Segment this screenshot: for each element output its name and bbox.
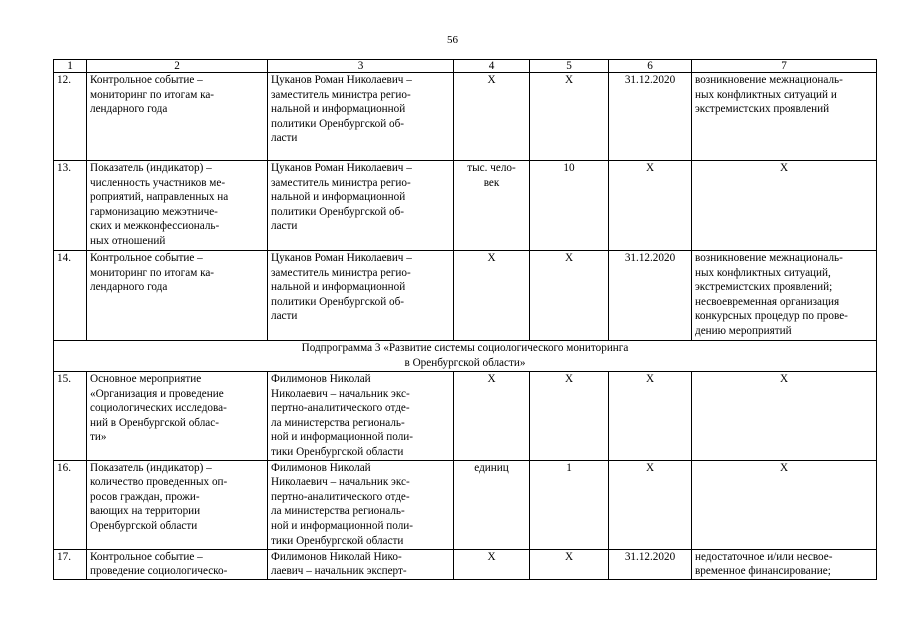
- date-cell: Х: [609, 460, 692, 549]
- row-number: 15.: [54, 372, 87, 461]
- column-number-row: [54, 60, 877, 73]
- responsible-person: Филимонов Николай Николаевич – начальник экс- пертно-аналитического отде- ла министерства региональ- ной и информационной поли- тики Оренбургской области: [268, 372, 454, 461]
- unit-cell: Х: [454, 549, 530, 579]
- value-cell: 1: [530, 460, 609, 549]
- unit-cell: тыс. чело- век: [454, 161, 530, 251]
- responsible-person: Цуканов Роман Николаевич – заместитель министра регио- нальной и информационной политики Оренбургской об- ласти: [268, 73, 454, 161]
- column-number: 2: [87, 60, 268, 73]
- row-number: 12.: [54, 73, 87, 161]
- page-number: 56: [447, 34, 458, 46]
- unit-cell: Х: [454, 251, 530, 341]
- column-number: 4: [454, 60, 530, 73]
- table-row: [54, 161, 877, 251]
- column-number: 3: [268, 60, 454, 73]
- unit-cell: Х: [454, 372, 530, 461]
- value-cell: Х: [530, 549, 609, 579]
- unit-cell: Х: [454, 73, 530, 161]
- event-name: Показатель (индикатор) – численность участников ме- роприятий, направленных на гармонизацию межэтниче- ских и межконфессиональ- ных отношений: [87, 161, 268, 251]
- risk-cell: Х: [692, 460, 877, 549]
- event-name: Контрольное событие – мониторинг по итогам ка- лендарного года: [87, 251, 268, 341]
- table-row: [54, 549, 877, 579]
- unit-cell: единиц: [454, 460, 530, 549]
- event-name: Показатель (индикатор) – количество проведенных оп- росов граждан, прожи- вающих на территории Оренбургской области: [87, 460, 268, 549]
- responsible-person: Цуканов Роман Николаевич – заместитель министра регио- нальной и информационной политики Оренбургской об- ласти: [268, 251, 454, 341]
- subprogram-row: [54, 341, 877, 372]
- row-number: 17.: [54, 549, 87, 579]
- risk-cell: Х: [692, 372, 877, 461]
- date-cell: Х: [609, 372, 692, 461]
- row-number: 14.: [54, 251, 87, 341]
- date-cell: 31.12.2020: [609, 73, 692, 161]
- table-row: [54, 73, 877, 161]
- table-row: [54, 460, 877, 549]
- date-cell: 31.12.2020: [609, 549, 692, 579]
- value-cell: Х: [530, 372, 609, 461]
- responsible-person: Филимонов Николай Нико- лаевич – начальник эксперт-: [268, 549, 454, 579]
- date-cell: 31.12.2020: [609, 251, 692, 341]
- responsible-person: Цуканов Роман Николаевич – заместитель министра регио- нальной и информационной политики Оренбургской об- ласти: [268, 161, 454, 251]
- responsible-person: Филимонов Николай Николаевич – начальник экс- пертно-аналитического отде- ла министерства региональ- ной и информационной поли- тики Оренбургской области: [268, 460, 454, 549]
- event-name: Контрольное событие – мониторинг по итогам ка- лендарного года: [87, 73, 268, 161]
- risk-cell: недостаточное и/или несвое- временное финансирование;: [692, 549, 877, 579]
- plan-table: [53, 59, 877, 580]
- value-cell: 10: [530, 161, 609, 251]
- column-number: 7: [692, 60, 877, 73]
- subprogram-title: Подпрограмма 3 «Развитие системы социологического мониторинга в Оренбургской области»: [54, 341, 877, 372]
- risk-cell: возникновение межнациональ- ных конфликтных ситуаций, экстремистских проявлений; несвоевременная организация конкурсных процедур по прове- дению мероприятий: [692, 251, 877, 341]
- column-number: 5: [530, 60, 609, 73]
- risk-cell: возникновение межнациональ- ных конфликтных ситуаций и экстремистских проявлений: [692, 73, 877, 161]
- column-number: 1: [54, 60, 87, 73]
- event-name: Контрольное событие – проведение социологическо-: [87, 549, 268, 579]
- column-number: 6: [609, 60, 692, 73]
- table-row: [54, 251, 877, 341]
- table-row: [54, 372, 877, 461]
- row-number: 16.: [54, 460, 87, 549]
- row-number: 13.: [54, 161, 87, 251]
- risk-cell: Х: [692, 161, 877, 251]
- value-cell: Х: [530, 73, 609, 161]
- date-cell: Х: [609, 161, 692, 251]
- value-cell: Х: [530, 251, 609, 341]
- event-name: Основное мероприятие «Организация и проведение социологических исследова- ний в Оренбургской облас- ти»: [87, 372, 268, 461]
